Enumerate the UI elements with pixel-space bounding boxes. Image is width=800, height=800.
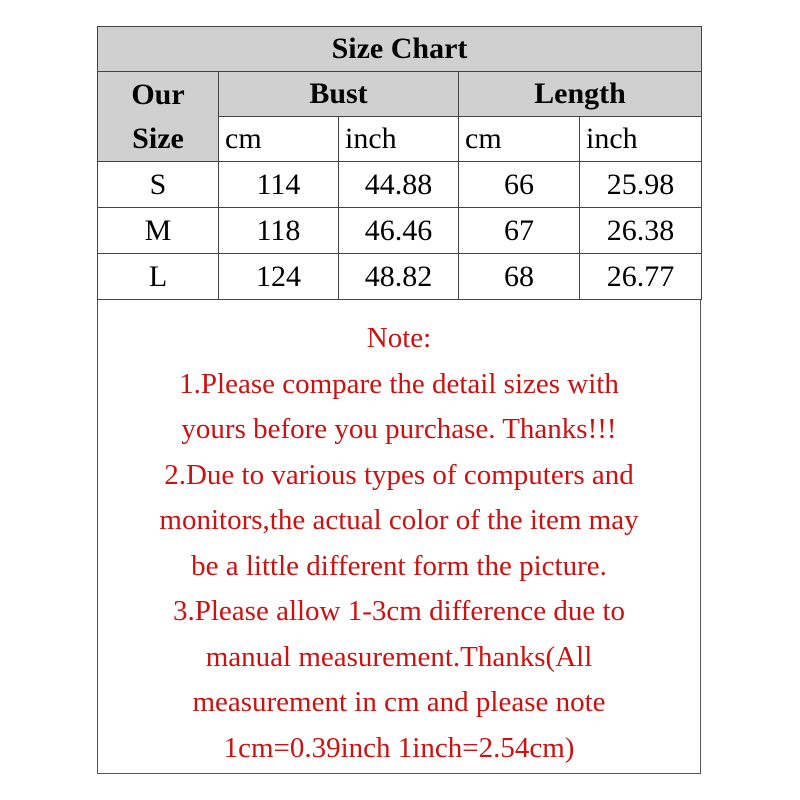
note-line: monitors,the actual color of the item may	[159, 504, 639, 536]
our-size-header	[98, 72, 219, 162]
table-title: Size Chart	[98, 27, 702, 72]
our-size-line2: Size	[132, 121, 184, 155]
length-inch-cell: 26.38	[580, 208, 702, 254]
bust-inch-cell: 48.82	[339, 254, 459, 300]
note-block	[97, 304, 701, 774]
table-row	[98, 208, 702, 254]
unit-bust-cm: cm	[219, 117, 339, 162]
size-cell: S	[98, 162, 219, 208]
size-cell: M	[98, 208, 219, 254]
title-row	[98, 27, 702, 72]
table-row	[98, 162, 702, 208]
bust-cm-cell: 118	[219, 208, 339, 254]
bust-cm-cell: 124	[219, 254, 339, 300]
note-line: manual measurement.Thanks(All	[205, 640, 593, 673]
note-line: 2.Due to various types of computers and	[164, 458, 634, 491]
bust-header: Bust	[219, 72, 459, 117]
note-line: measurement in cm and please note	[192, 686, 606, 718]
group-header-row	[98, 72, 702, 117]
length-cm-cell: 68	[459, 254, 580, 300]
bust-inch-cell: 46.46	[339, 208, 459, 254]
note-heading: Note:	[366, 322, 432, 354]
length-inch-cell: 26.77	[580, 254, 702, 300]
length-header: Length	[459, 72, 702, 117]
length-cm-cell: 67	[459, 208, 580, 254]
our-size-line1: Our	[131, 77, 185, 111]
size-cell: L	[98, 254, 219, 300]
note-line: 1.Please compare the detail sizes with	[179, 367, 619, 400]
note-line: 3.Please allow 1-3cm difference due to	[172, 595, 626, 627]
unit-length-inch: inch	[580, 117, 702, 162]
unit-length-cm: cm	[459, 117, 580, 162]
length-inch-cell: 25.98	[580, 162, 702, 208]
note-line: be a little different form the picture.	[191, 549, 607, 582]
bust-cm-cell: 114	[219, 162, 339, 208]
unit-bust-inch: inch	[339, 117, 459, 162]
size-chart-table	[97, 26, 702, 300]
table-row	[98, 254, 702, 300]
length-cm-cell: 66	[459, 162, 580, 208]
note-line: yours before you purchase. Thanks!!!	[181, 413, 617, 445]
bust-inch-cell: 44.88	[339, 162, 459, 208]
note-line: 1cm=0.39inch 1inch=2.54cm)	[223, 731, 575, 764]
